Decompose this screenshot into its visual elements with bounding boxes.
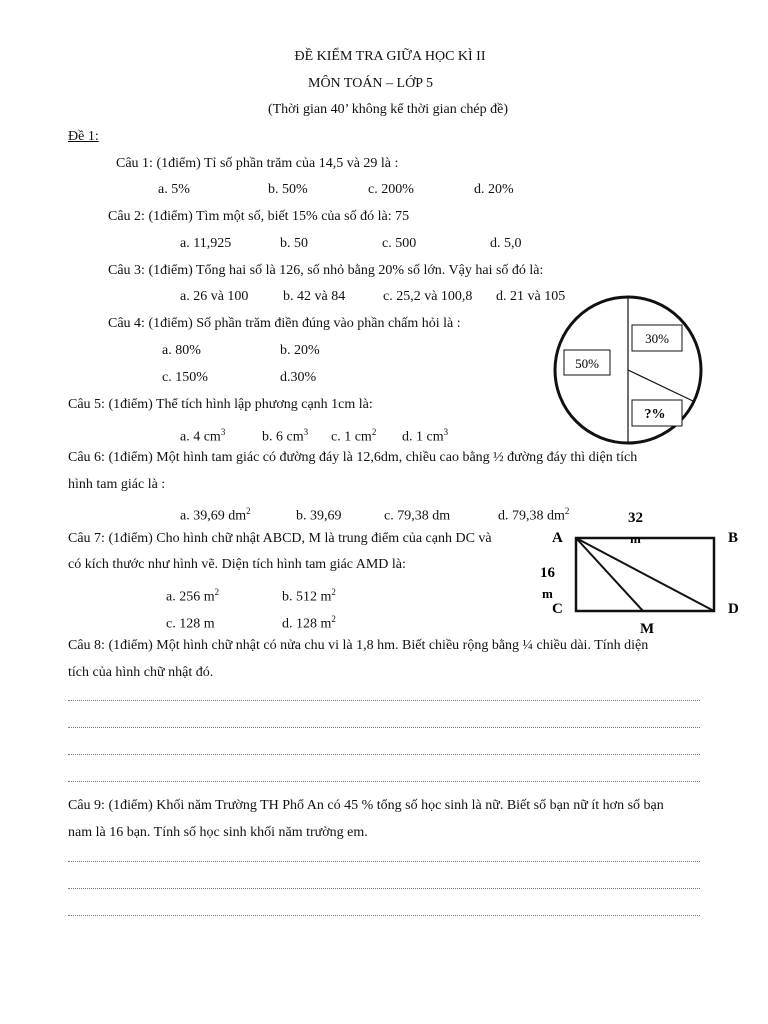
vertex-a-label: A (552, 530, 563, 546)
segment-ad (576, 538, 714, 611)
height-value-label: 16 (540, 565, 555, 581)
q5-option-a: a. 4 $cm^3$ (180, 427, 226, 445)
q6-option-a: a. 39,69 $dm^2$ (180, 506, 251, 524)
question-4: Câu 4: (1điểm) Số phần trăm điền đúng vào phần chấm hỏi là : (108, 316, 461, 331)
q1-option-a: a. 5% (158, 182, 190, 197)
vertex-b-label: B (728, 530, 739, 546)
question-2: Câu 2: (1điểm) Tìm một số, biết 15% của số đó là: 75 (108, 209, 410, 224)
segment-am (576, 538, 643, 611)
question-6: Câu 6: (1điểm) Một hình tam giác có đường đáy là 12,6dm, chiều cao bằng ½ đường đáy thì diện tích (68, 450, 638, 465)
question-1: Câu 1: (1điểm) Tỉ số phần trăm của 14,5 và 29 là : (116, 156, 399, 171)
q4-option-d: d.30% (280, 370, 317, 385)
q7-option-b: b. 512 $m^2$ (282, 587, 336, 605)
rectangle-figure (532, 505, 768, 640)
question-6-line-2: hình tam giác là : (68, 477, 166, 492)
pie-label-top-right: 30% (645, 331, 669, 346)
width-unit-label: m (630, 531, 641, 546)
pie-radius (628, 370, 695, 402)
q2-option-b: b. 50 (280, 236, 308, 251)
question-8-line-2: tích của hình chữ nhật đó. (68, 665, 214, 680)
q4-option-b: b. 20% (280, 343, 320, 358)
q3-option-a: a. 26 và 100 (180, 289, 249, 304)
question-7-line-2: có kích thước như hình vẽ. Diện tích hình tam giác AMD là: (68, 557, 406, 572)
q1-option-b: b. 50% (268, 182, 308, 197)
q7-option-d: d. 128 $m^2$ (282, 614, 336, 632)
answer-line (68, 861, 700, 862)
question-5: Câu 5: (1điểm) Thể tích hình lập phương cạnh 1cm là: (68, 397, 373, 412)
q3-option-c: c. 25,2 và 100,8 (383, 289, 473, 304)
vertex-d-label: D (728, 601, 739, 617)
q5-option-b: b. 6 $cm^3$ (262, 427, 309, 445)
height-unit-label: m (542, 586, 553, 601)
q2-option-c: c. 500 (382, 236, 417, 251)
answer-line (68, 781, 700, 782)
q6-option-c: c. 79,38 dm (384, 508, 451, 524)
q1-option-c: c. 200% (368, 182, 414, 197)
q2-option-d: d. 5,0 (490, 236, 522, 251)
answer-line (68, 754, 700, 755)
question-8: Câu 8: (1điểm) Một hình chữ nhật có nửa chu vi là 1,8 hm. Biết chiều rộng bằng ¼ chiều dài. Tính diện (68, 638, 649, 653)
pie-label-bottom-right: ?% (644, 407, 666, 422)
question-3: Câu 3: (1điểm) Tổng hai số là 126, số nhỏ bằng 20% số lớn. Vậy hai số đó là: (108, 263, 544, 278)
q2-option-a: a. 11,925 (180, 236, 232, 251)
question-9: Câu 9: (1điểm) Khối năm Trường TH Phổ An có 45 % tổng số học sinh là nữ. Biết số bạn nữ ít hơn số bạn (68, 798, 664, 813)
answer-line (68, 727, 700, 728)
answer-line (68, 888, 700, 889)
q1-option-d: d. 20% (474, 182, 514, 197)
exam-subject: MÔN TOÁN – LỚP 5 (308, 76, 433, 91)
time-note: (Thời gian 40’ không kể thời gian chép đề) (267, 102, 509, 117)
answer-line (68, 700, 700, 701)
question-9-line-2: nam là 16 bạn. Tính số học sinh khối năm trường em. (68, 825, 368, 840)
point-m-label: M (640, 621, 655, 637)
exam-label: Đề 1: (68, 129, 99, 144)
q3-option-d: d. 21 và 105 (496, 289, 566, 304)
width-value-label: 32 (628, 510, 643, 526)
q5-option-d: d. 1 $cm^3$ (402, 427, 449, 445)
q4-option-c: c. 150% (162, 370, 208, 385)
exam-title: ĐỀ KIỂM TRA GIỮA HỌC KÌ II (294, 49, 486, 64)
q6-option-d: d. 79,38 $dm^2$ (498, 506, 570, 524)
answer-line (68, 915, 700, 916)
q3-option-b: b. 42 và 84 (283, 289, 346, 304)
pie-label-left: 50% (575, 356, 599, 371)
q6-option-b: b. 39,69 (296, 508, 342, 524)
q7-option-c: c. 128 m (166, 616, 215, 632)
q7-option-a: a. 256 $m^2$ (166, 587, 220, 605)
vertex-c-label: C (552, 601, 563, 617)
q5-option-c: c. 1 $cm^2$ (331, 427, 377, 445)
question-7: Câu 7: (1điểm) Cho hình chữ nhật ABCD, M là trung điểm của cạnh DC và (68, 531, 492, 546)
pie-figure (548, 290, 708, 450)
q4-option-a: a. 80% (162, 343, 201, 358)
